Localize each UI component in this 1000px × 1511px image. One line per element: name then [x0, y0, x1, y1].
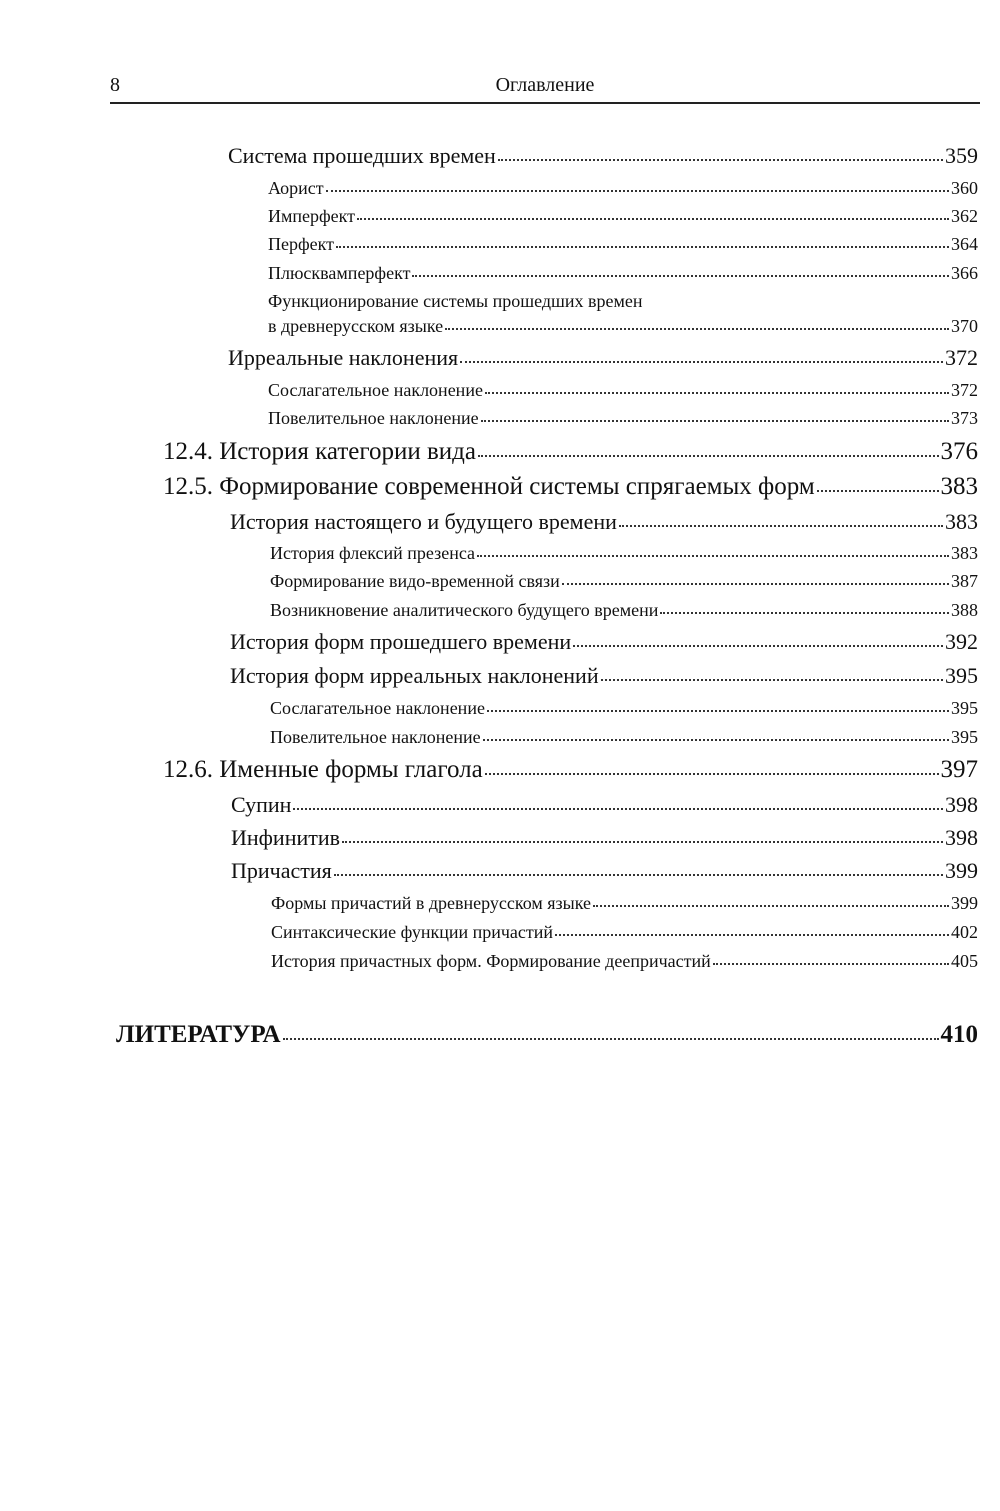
- toc-entry-participle-syntax[interactable]: [271, 922, 978, 943]
- toc-entry-page: 395: [951, 698, 978, 719]
- running-header: [110, 68, 980, 104]
- dot-leader: [445, 314, 949, 330]
- toc-entry-page: 410: [940, 1021, 978, 1048]
- toc-entry-title: Имперфект: [268, 206, 356, 227]
- toc-entry-title: Сослагательное наклонение: [268, 380, 483, 401]
- dot-leader: [326, 176, 949, 192]
- toc-entry-participles[interactable]: [231, 858, 978, 884]
- toc-entry-title: Система прошедших времен: [228, 143, 496, 168]
- toc-entry-page: 383: [940, 473, 978, 500]
- toc-entry-page: 360: [951, 178, 978, 199]
- toc-entry-infinitive[interactable]: [231, 825, 978, 851]
- dot-leader: [478, 435, 938, 457]
- toc-entry-title: 12.6. Именные формы глагола: [163, 756, 483, 783]
- toc-entry-pluperfect[interactable]: [268, 263, 978, 284]
- toc-entry-irreal-moods[interactable]: [228, 345, 978, 371]
- toc-entry-page: 366: [951, 263, 978, 284]
- dot-leader: [283, 1018, 939, 1040]
- toc-entry-page: 383: [945, 509, 978, 534]
- toc-entry-title: Инфинитив: [231, 825, 341, 850]
- toc-entry-aspect-history[interactable]: [163, 437, 978, 466]
- toc-entry-page: 364: [951, 234, 978, 255]
- dot-leader: [336, 232, 949, 248]
- toc-entry-subjunctive-1[interactable]: [268, 380, 978, 401]
- toc-entry-imperfect[interactable]: [268, 206, 978, 227]
- toc-entry-supine[interactable]: [231, 792, 978, 818]
- toc-entry-aspect-tense-link[interactable]: [270, 571, 978, 592]
- dot-leader: [412, 261, 949, 277]
- toc-entry-functioning[interactable]: [268, 316, 978, 337]
- dot-leader: [483, 725, 949, 741]
- toc-entry-past-system[interactable]: [228, 143, 978, 169]
- dot-leader: [555, 920, 949, 936]
- toc-entry-page: 387: [951, 571, 978, 592]
- toc-entry-conj-forms[interactable]: [163, 472, 978, 501]
- dot-leader: [660, 598, 949, 614]
- dot-leader: [562, 569, 949, 585]
- toc-entry-nominal-forms[interactable]: [163, 755, 978, 784]
- dot-leader: [342, 823, 943, 843]
- toc-entry-title: История форм ирреальных наклонений: [230, 663, 599, 688]
- dot-leader: [713, 949, 949, 965]
- dot-leader: [334, 856, 943, 876]
- toc-entry-irreal-forms[interactable]: [230, 663, 978, 689]
- toc-entry-title: 12.5. Формирование современной системы спрягаемых форм: [163, 473, 815, 500]
- toc-entry-title: История форм прошедшего времени: [230, 629, 572, 654]
- toc-entry-title-line1: Функционирование системы прошедших времен: [268, 291, 643, 311]
- dot-leader: [293, 790, 943, 810]
- page-number: 8: [110, 74, 120, 96]
- toc-entry-imperative-1[interactable]: [268, 408, 978, 429]
- toc-entry-past-forms[interactable]: [230, 629, 978, 655]
- toc-entry-page: 399: [945, 858, 978, 883]
- toc-entry-participle-history[interactable]: [271, 951, 978, 972]
- toc-entry-title: Сослагательное наклонение: [270, 698, 485, 719]
- toc-entry-page: 392: [945, 629, 978, 654]
- toc-entry-page: 372: [951, 380, 978, 401]
- toc-entry-page: 402: [951, 922, 978, 943]
- toc-entry-title: История настоящего и будущего времени: [230, 509, 617, 534]
- toc-entry-title: Аорист: [268, 178, 324, 199]
- toc-entry-participle-forms[interactable]: [271, 893, 978, 914]
- toc-entry-title: Возникновение аналитического будущего времени: [270, 600, 659, 621]
- dot-leader: [498, 141, 943, 161]
- toc-entry-title: Супин: [231, 792, 292, 817]
- toc-entry-present-future[interactable]: [230, 509, 978, 535]
- toc-entry-literature[interactable]: [116, 1020, 978, 1049]
- dot-leader: [593, 891, 949, 907]
- dot-leader: [485, 378, 949, 394]
- dot-leader: [487, 696, 949, 712]
- toc-entry-functioning-line1[interactable]: [268, 291, 978, 312]
- toc-entry-aorist[interactable]: [268, 178, 978, 199]
- toc-entry-page: 370: [951, 316, 978, 337]
- dot-leader: [481, 406, 949, 422]
- toc-entry-page: 388: [951, 600, 978, 621]
- dot-leader: [573, 627, 943, 647]
- toc-entry-analytic-future[interactable]: [270, 600, 978, 621]
- toc-entry-page: 362: [951, 206, 978, 227]
- toc-entry-page: 395: [945, 663, 978, 688]
- toc-entry-page: 397: [940, 756, 978, 783]
- toc-entry-title: Формирование видо-временной связи: [270, 571, 560, 592]
- toc-entry-page: 398: [945, 825, 978, 850]
- toc-entry-title: Ирреальные наклонения: [228, 345, 459, 370]
- toc-entry-page: 399: [951, 893, 978, 914]
- toc-entry-subjunctive-2[interactable]: [270, 698, 978, 719]
- dot-leader: [817, 470, 939, 492]
- toc-entry-title: в древнерусском языке: [268, 316, 444, 337]
- toc-entry-title: Синтаксические функции причастий: [271, 922, 554, 943]
- toc-entry-title: История причастных форм. Формирование деепричастий: [271, 951, 711, 972]
- toc-entry-title: Повелительное наклонение: [268, 408, 479, 429]
- dot-leader: [619, 507, 943, 527]
- toc-entry-title: 12.4. История категории вида: [163, 438, 477, 465]
- toc-entry-title: Повелительное наклонение: [270, 727, 481, 748]
- toc-entry-page: 395: [951, 727, 978, 748]
- dot-leader: [477, 541, 949, 557]
- running-title: Оглавление: [495, 74, 595, 96]
- toc-entry-title: История флексий презенса: [270, 543, 476, 564]
- dot-leader: [601, 661, 943, 681]
- toc-entry-title: Перфект: [268, 234, 335, 255]
- toc-entry-title: Плюсквамперфект: [268, 263, 411, 284]
- toc-entry-page: 359: [945, 143, 978, 168]
- toc-entry-page: 405: [951, 951, 978, 972]
- toc-entry-page: 383: [951, 543, 978, 564]
- toc-entry-title: Формы причастий в древнерусском языке: [271, 893, 592, 914]
- toc-entry-imperative-2[interactable]: [270, 727, 978, 748]
- toc-entry-page: 373: [951, 408, 978, 429]
- toc-entry-page: 376: [940, 438, 978, 465]
- toc-entry-page: 398: [945, 792, 978, 817]
- toc-entry-page: 372: [945, 345, 978, 370]
- toc-entry-title: Причастия: [231, 858, 332, 883]
- dot-leader: [357, 204, 949, 220]
- toc-entry-title: ЛИТЕРАТУРА: [116, 1021, 281, 1048]
- toc-entry-perfect[interactable]: [268, 234, 978, 255]
- dot-leader: [485, 753, 939, 775]
- toc-entry-present-inflections[interactable]: [270, 543, 978, 564]
- dot-leader: [460, 343, 943, 363]
